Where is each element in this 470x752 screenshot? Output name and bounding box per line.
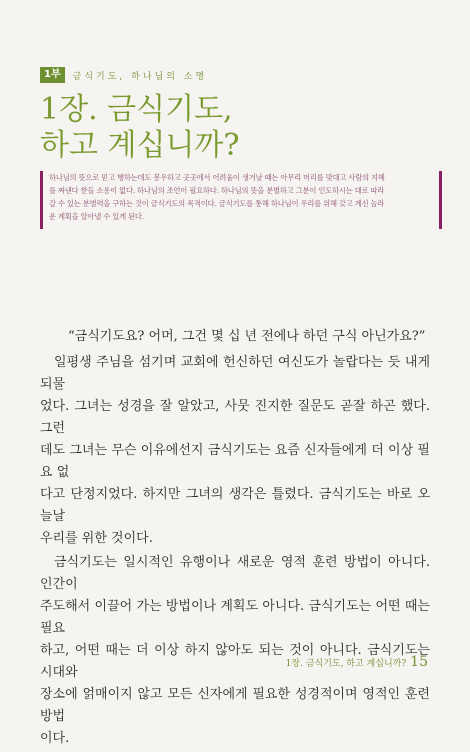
- epigraph-right-rule: [439, 171, 442, 229]
- paragraph-1: [40, 352, 430, 550]
- paragraph-line: 장소에 얽매이지 않고 모든 신자에게 필요한 성경적이며 영적인 훈련 방법: [40, 687, 430, 724]
- part-header: [40, 67, 207, 83]
- paragraph-line: 우리를 위한 것이다.: [40, 531, 153, 546]
- part-title: 금식기도, 하나님의 소명: [72, 71, 208, 82]
- page-number: 15: [410, 654, 428, 670]
- epigraph-line: 운 계획을 알아낼 수 있게 된다.: [49, 212, 144, 221]
- part-badge: 1부: [40, 67, 65, 83]
- paragraph-line: 다고 단정지었다. 하지만 그녀의 생각은 틀렸다. 금식기도는 바로 오늘날: [40, 487, 430, 524]
- page-footer: [286, 654, 428, 670]
- paragraph-line: 일평생 주님을 섬기며 교회에 헌신하던 여신도가 놀랍다는 듯 내게 되물: [40, 355, 430, 392]
- paragraph-line: 데도 그녀는 무슨 이유에선지 금식기도는 요즘 신자들에게 더 이상 필요 없: [40, 443, 430, 480]
- paragraph-line: 었다. 그녀는 성경을 잘 알았고, 사뭇 진지한 질문도 곧잘 하곤 했다. 그런: [40, 399, 430, 436]
- epigraph-box: [40, 171, 430, 229]
- running-title: 1장. 금식기도, 하고 계십니까?: [285, 659, 407, 669]
- epigraph-line: 를 짜낸다 한들 소용이 없다. 하나님의 조언이 필요하다. 하나님의 뜻을 분별하고 그분이 인도하시는 대로 따라: [49, 186, 385, 195]
- opening-quote: “금식기도요? 어머, 그건 몇 십 년 전에나 하던 구식 아닌가요?”: [68, 329, 426, 344]
- paragraph-line: 주도해서 이끌어 가는 방법이나 계획도 아니다. 금식기도는 어떤 때는 필요: [40, 599, 430, 636]
- chapter-title-line-2: 하고 계십니까?: [40, 128, 240, 163]
- chapter-title-line-1: 1장. 금식기도,: [40, 92, 233, 127]
- paragraph-line: 이다.: [40, 731, 70, 746]
- epigraph-line: 하나님의 뜻으로 믿고 행하는데도 봉우하고 곳곳에서 어려움이 생겨날 때는 아무리 머리를 맞대고 사람의 지혜: [49, 173, 385, 182]
- epigraph-line: 갈 수 있는 분별력을 구하는 것이 금식기도의 목적이다. 금식기도를 통해 하나님이 우리를 위해 갖고 계신 놀라: [49, 199, 385, 208]
- body-text: [40, 326, 430, 752]
- paragraph-2: [40, 552, 430, 750]
- paragraph-line: 금식기도는 일시적인 유행이나 새로운 영적 훈련 방법이 아니다. 인간이: [40, 555, 430, 592]
- chapter-title: [40, 92, 420, 164]
- paragraph-line: 하고, 어떤 때는 더 이상 하지 않아도 되는 것이 아니다. 금식기도는 시대와: [40, 643, 430, 680]
